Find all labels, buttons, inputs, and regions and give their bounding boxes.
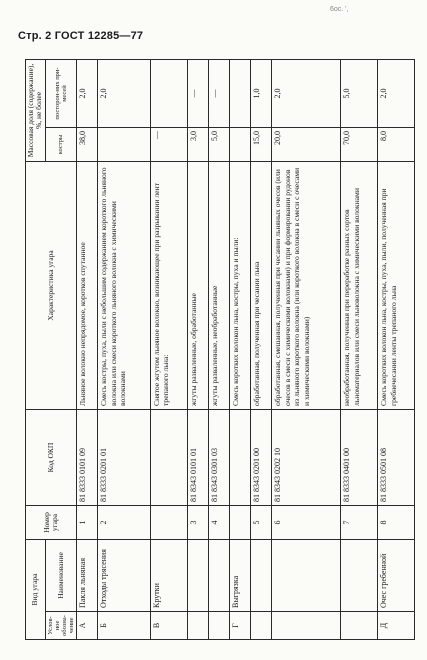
cell-descr: необработанная, полученная при переработке разных сортов льноматериалов или смеси льноволокна с химическими волокнами — [341, 161, 378, 409]
cell-sym — [209, 612, 230, 640]
cell-okp — [151, 409, 188, 505]
cell-okp: 81 8343 0101 01 — [187, 409, 208, 505]
cell-descr: обработанная, смешанная, полученная при чесании льняных очесов (или очесов в смеси с химическими волокнами) и при формировании рудонов из льняного короткого волокна (или короткого волокна в смеси с очесами и химическими волокнами) — [272, 161, 341, 409]
cell-name — [187, 539, 208, 611]
cell-kostry: 5,0 — [209, 127, 230, 161]
cell-num — [151, 505, 188, 539]
cell-prim — [151, 59, 188, 127]
cell-descr: жгуты разваленные, обработанные — [187, 161, 208, 409]
cell-num — [230, 505, 251, 539]
table-row — [209, 59, 230, 639]
cell-num: 4 — [209, 505, 230, 539]
head-massa: Массовая доля (содержание), %, не более — [26, 59, 46, 161]
cell-kostry: — — [151, 127, 188, 161]
table-row — [378, 59, 415, 639]
cell-prim — [230, 59, 251, 127]
cell-sym: Г — [230, 612, 251, 640]
cell-name: Пакля льняная — [77, 539, 98, 611]
cell-sym — [251, 612, 272, 640]
head-vid: Вид угара — [26, 539, 46, 639]
cell-sym — [272, 612, 341, 640]
table-row — [230, 59, 251, 639]
cell-prim: 2,0 — [378, 59, 415, 127]
cell-kostry: 20,0 — [272, 127, 341, 161]
cell-prim: — — [187, 59, 208, 127]
table-row — [151, 59, 188, 639]
table-row — [341, 59, 378, 639]
head-kod: Код ОКП — [26, 409, 77, 505]
cell-prim: 2,0 — [98, 59, 151, 127]
head-kostry: костры — [45, 127, 77, 161]
cell-prim: 1,0 — [251, 59, 272, 127]
head-nomer: Номер угара — [26, 505, 77, 539]
cell-name: Выгрязка — [230, 539, 251, 611]
table-row — [187, 59, 208, 639]
cell-num: 5 — [251, 505, 272, 539]
cell-okp: 81 8333 0501 08 — [378, 409, 415, 505]
cell-descr: Смесь коротких волокон льна, костры, пуха и пыли: — [230, 161, 251, 409]
cell-name — [251, 539, 272, 611]
cell-descr: Снятое жгутом льняное волокно, возникающее при разрывании лент трепаного льна: — [151, 161, 188, 409]
cell-okp: 81 8343 0301 03 — [209, 409, 230, 505]
cell-kostry — [230, 127, 251, 161]
table-row — [251, 59, 272, 639]
table-row — [77, 59, 98, 639]
cell-descr: Смесь коротких волокон льна, костры, пуха, пыли, полученная при гребнечесании ленты трепаного льна — [378, 161, 415, 409]
rotated-table-container — [25, 60, 415, 640]
cell-sym — [341, 612, 378, 640]
cell-sym: Д — [378, 612, 415, 640]
cell-prim: 2,0 — [272, 59, 341, 127]
page-header: Стр. 2 ГОСТ 12285—77 — [18, 30, 144, 42]
cell-num: 1 — [77, 505, 98, 539]
cell-okp: 81 8333 0401 00 — [341, 409, 378, 505]
cell-num: 7 — [341, 505, 378, 539]
head-uslov: Услов-ное обозна-чение — [45, 612, 77, 640]
cell-num: 3 — [187, 505, 208, 539]
table-row — [98, 59, 151, 639]
ugar-table — [25, 59, 415, 640]
cell-num: 6 — [272, 505, 341, 539]
cell-kostry: 70,0 — [341, 127, 378, 161]
cell-kostry: 8,0 — [378, 127, 415, 161]
cell-kostry — [98, 127, 151, 161]
cell-name: Очес гребенной — [378, 539, 415, 611]
cell-prim: 5,0 — [341, 59, 378, 127]
corner-mark: 6ос. ', — [330, 6, 349, 13]
cell-num: 8 — [378, 505, 415, 539]
head-naim: Наименование — [45, 539, 77, 611]
cell-name — [209, 539, 230, 611]
cell-kostry: 38,0 — [77, 127, 98, 161]
cell-name — [341, 539, 378, 611]
cell-descr: Смесь костры, пуха, пыли с небольшим содержанием короткого льняного волокна или смеси короткого льняного волокна с химическими волокнами — [98, 161, 151, 409]
cell-okp — [230, 409, 251, 505]
cell-name — [272, 539, 341, 611]
cell-sym: Б — [98, 612, 151, 640]
cell-sym — [187, 612, 208, 640]
cell-sym: В — [151, 612, 188, 640]
cell-prim: 2,0 — [77, 59, 98, 127]
head-posteri: посторон-них при-месей — [45, 59, 77, 127]
cell-okp: 81 8343 0202 10 — [272, 409, 341, 505]
cell-okp: 81 8333 0201 01 — [98, 409, 151, 505]
cell-descr: Льняное волокно непрядомое, коротков спутанное — [77, 161, 98, 409]
cell-okp: 81 8343 0201 00 — [251, 409, 272, 505]
cell-okp: 81 8333 0101 09 — [77, 409, 98, 505]
head-char: Характеристика угара — [26, 161, 77, 409]
cell-name: Отходы трясения — [98, 539, 151, 611]
cell-kostry: 15,0 — [251, 127, 272, 161]
cell-name: Крутки — [151, 539, 188, 611]
table-row — [272, 59, 341, 639]
cell-descr: жгуты разваленные, необработанные — [209, 161, 230, 409]
cell-sym: А — [77, 612, 98, 640]
cell-num: 2 — [98, 505, 151, 539]
cell-kostry: 3,0 — [187, 127, 208, 161]
cell-descr: обработанная, полученная при чесании льна — [251, 161, 272, 409]
cell-prim: — — [209, 59, 230, 127]
